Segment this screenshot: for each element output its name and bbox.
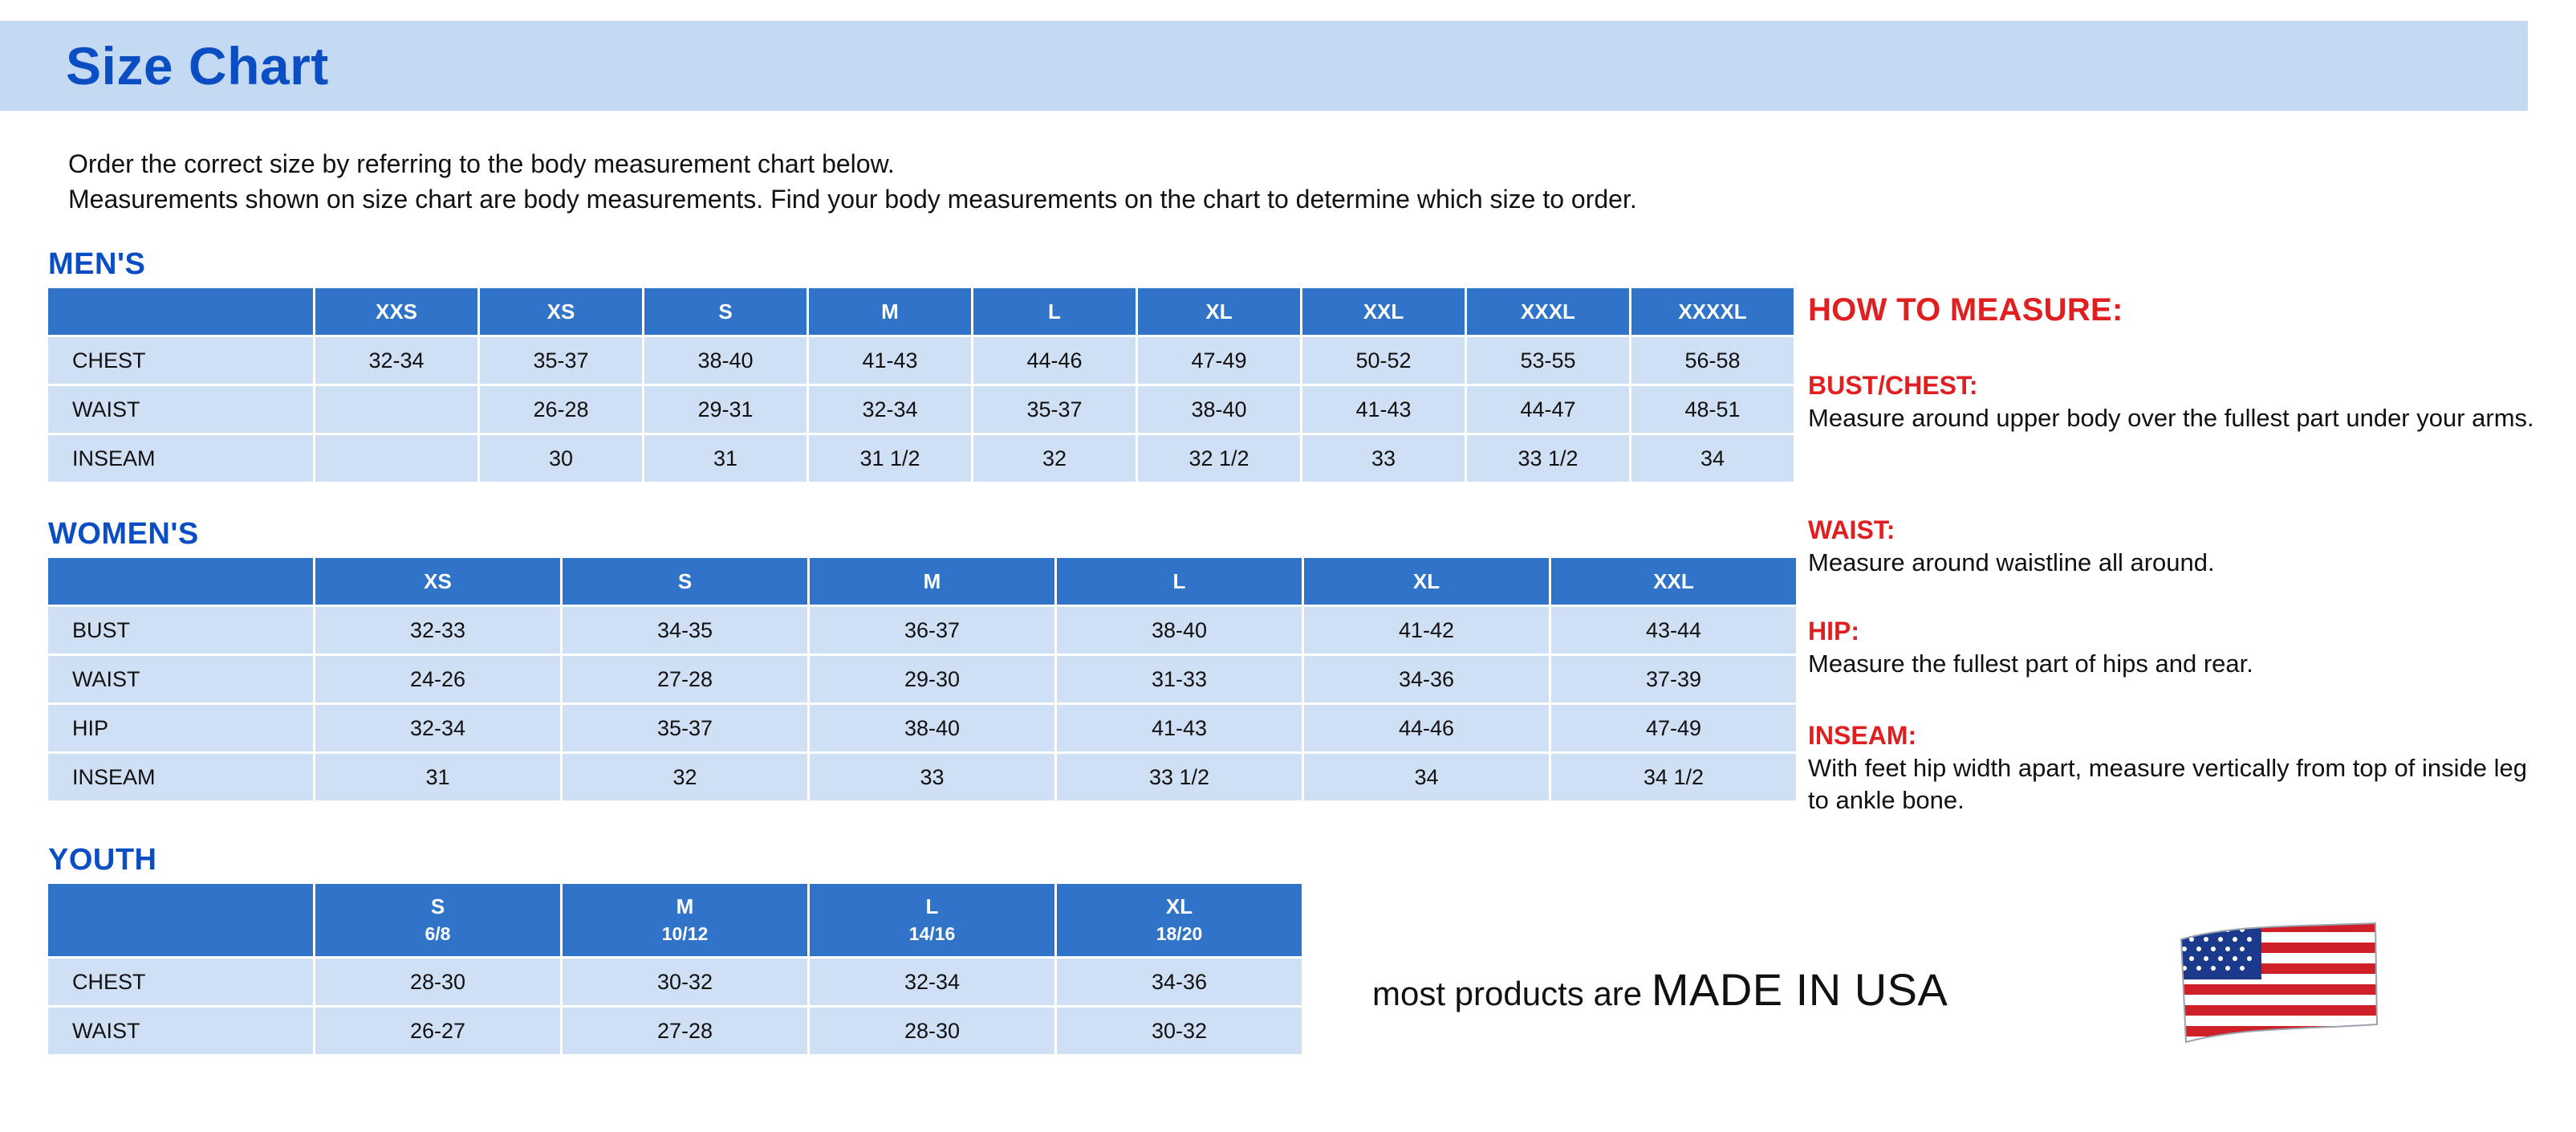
column-header: L [1057,558,1302,605]
table-corner-cell [48,884,313,956]
cell: 35-37 [563,705,807,751]
cell: 35-37 [973,386,1136,433]
cell: 48-51 [1631,386,1794,433]
cell: 35-37 [480,337,642,384]
youth-size-table [46,882,1304,1057]
cell: 43-44 [1551,607,1796,654]
cell: 53-55 [1467,337,1629,384]
table-row [48,705,1796,751]
usa-flag-icon [2175,922,2383,1062]
column-header: S [563,558,807,605]
made-in-usa-emphasis: MADE IN USA [1651,964,1948,1015]
cell: 47-49 [1138,337,1300,384]
column-header: XXXXL [1631,288,1794,335]
measure-label: BUST/CHEST: [1808,371,1978,400]
mens-size-table [46,286,1796,484]
column-header: XL [1304,558,1549,605]
cell: 36-37 [810,607,1054,654]
cell: 41-43 [809,337,971,384]
row-label: INSEAM [48,754,313,800]
table-header-row [48,288,1794,335]
made-in-usa-line [1372,963,1948,1016]
table-corner-cell [48,558,313,605]
row-label: CHEST [48,337,313,384]
measure-text: With feet hip width apart, measure vertically from top of inside leg to ankle bone. [1808,754,2527,814]
column-header: XXXL [1467,288,1629,335]
measure-text: Measure around waistline all around. [1808,548,2215,576]
row-label: HIP [48,705,313,751]
cell: 29-31 [644,386,807,433]
cell: 47-49 [1551,705,1796,751]
cell: 32-34 [315,337,477,384]
column-header: XXL [1551,558,1796,605]
cell: 32-34 [315,705,560,751]
table-row [48,337,1794,384]
cell: 41-42 [1304,607,1549,654]
cell: 41-43 [1302,386,1465,433]
table-corner-cell [48,288,313,335]
column-header-label: XL [1165,894,1193,918]
row-label: WAIST [48,1008,313,1054]
row-label: WAIST [48,656,313,702]
column-header-sub: 6/8 [425,923,451,944]
cell: 34 1/2 [1551,754,1796,800]
cell: 44-46 [973,337,1136,384]
measure-item-waist [1808,515,2538,579]
cell: 56-58 [1631,337,1794,384]
measure-item-inseam [1808,721,2538,816]
row-label: BUST [48,607,313,654]
cell: 26-27 [315,1008,560,1054]
column-header-sub: 10/12 [661,923,709,944]
made-in-usa-prefix: most products are [1372,975,1652,1012]
page-title: Size Chart [66,36,329,96]
column-header: XXS [315,288,477,335]
column-header: S [644,288,807,335]
section-title-mens: MEN'S [48,247,146,281]
cell: 38-40 [810,705,1054,751]
table-row [48,435,1794,482]
cell: 24-26 [315,656,560,702]
row-label: CHEST [48,959,313,1005]
column-header-sub: 18/20 [1156,923,1203,944]
cell: 30-32 [563,959,807,1005]
column-header-label: S [430,894,445,918]
cell: 33 [1302,435,1465,482]
cell: 33 [810,754,1054,800]
cell: 50-52 [1302,337,1465,384]
cell: 32 [973,435,1136,482]
table-row [48,386,1794,433]
womens-size-table [46,556,1798,803]
table-row [48,959,1302,1005]
column-header: M [810,558,1054,605]
cell: 38-40 [1138,386,1300,433]
row-label: INSEAM [48,435,313,482]
measure-label: WAIST: [1808,515,1895,544]
table-row [48,1008,1302,1054]
table-row [48,607,1796,654]
cell [315,386,477,433]
measure-item-bust-chest [1808,371,2538,434]
measure-text: Measure around upper body over the fullest part under your arms. [1808,404,2534,432]
cell: 27-28 [563,656,807,702]
section-title-womens: WOMEN'S [48,517,199,551]
cell: 32-34 [809,386,971,433]
column-header-label: L [925,894,939,918]
measure-text: Measure the fullest part of hips and rear. [1808,649,2253,678]
column-header: XL [1138,288,1300,335]
table-header-row [48,558,1796,605]
cell: 33 1/2 [1057,754,1302,800]
measure-label: INSEAM: [1808,721,1917,750]
cell: 32-33 [315,607,560,654]
measure-item-hip [1808,617,2538,680]
column-header [810,884,1054,956]
cell: 31 [315,754,560,800]
cell: 41-43 [1057,705,1302,751]
cell: 29-30 [810,656,1054,702]
column-header-sub: 14/16 [908,923,956,944]
cell [315,435,477,482]
cell: 26-28 [480,386,642,433]
column-header-label: M [676,894,694,918]
cell: 38-40 [644,337,807,384]
cell: 34-36 [1304,656,1549,702]
column-header: XS [315,558,560,605]
cell: 30 [480,435,642,482]
column-header: M [809,288,971,335]
cell: 34-35 [563,607,807,654]
cell: 44-46 [1304,705,1549,751]
table-row [48,754,1796,800]
cell: 27-28 [563,1008,807,1054]
cell: 28-30 [810,1008,1054,1054]
how-to-measure-title: HOW TO MEASURE: [1808,292,2123,328]
column-header [1057,884,1302,956]
cell: 28-30 [315,959,560,1005]
cell: 30-32 [1057,1008,1302,1054]
cell: 31-33 [1057,656,1302,702]
column-header: XXL [1302,288,1465,335]
column-header [563,884,807,956]
intro-line-1: Order the correct size by referring to the body measurement chart below. [68,149,895,178]
table-row [48,656,1796,702]
cell: 37-39 [1551,656,1796,702]
cell: 34 [1631,435,1794,482]
cell: 44-47 [1467,386,1629,433]
cell: 31 [644,435,807,482]
intro-line-2: Measurements shown on size chart are body measurements. Find your body measurements on the chart to determine which size to order. [68,185,1637,214]
column-header [315,884,560,956]
row-label: WAIST [48,386,313,433]
section-title-youth: YOUTH [48,843,157,877]
cell: 33 1/2 [1467,435,1629,482]
cell: 32 [563,754,807,800]
cell: 34 [1304,754,1549,800]
table-header-row [48,884,1302,956]
measure-label: HIP: [1808,617,1859,645]
cell: 34-36 [1057,959,1302,1005]
cell: 32-34 [810,959,1054,1005]
column-header: L [973,288,1136,335]
cell: 38-40 [1057,607,1302,654]
column-header: XS [480,288,642,335]
intro-text [68,146,2500,217]
header-banner [0,21,2528,111]
cell: 31 1/2 [809,435,971,482]
cell: 32 1/2 [1138,435,1300,482]
